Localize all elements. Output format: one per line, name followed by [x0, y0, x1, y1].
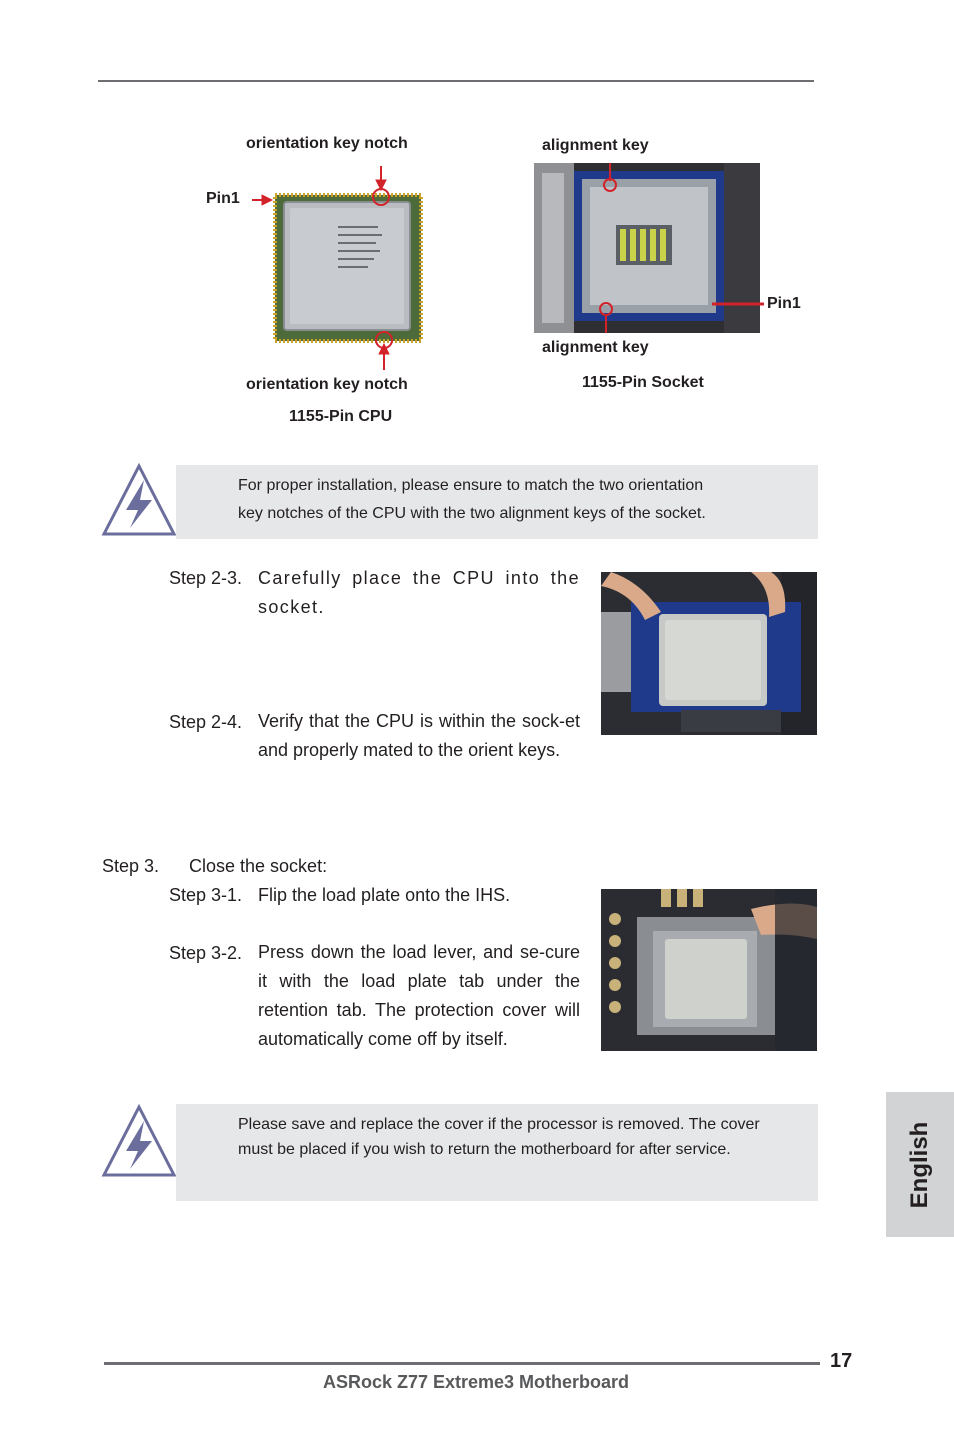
language-tab-label: English: [906, 1121, 933, 1208]
socket-key-top-label: alignment key: [542, 137, 649, 154]
step-2-4-text: Verify that the CPU is within the sock-et and properly mated to the orient keys.: [258, 711, 580, 760]
step-3-1-text: Flip the load plate onto the IHS.: [258, 885, 511, 905]
note1-line2: key notches of the CPU with the two alignment keys of the socket.: [238, 505, 706, 522]
footer-rule: [104, 1362, 820, 1365]
note1-line1: For proper installation, please ensure to match the two orientation: [238, 477, 704, 494]
socket-pin1-label: Pin1: [767, 295, 801, 312]
step-2-3-text: Carefully place the CPU into the socket.: [258, 568, 580, 617]
warning-icon: [100, 1103, 178, 1179]
note-box-cover: [176, 1104, 818, 1201]
step-3-2-label: Step 3-2.: [169, 943, 243, 963]
socket-diagram: [534, 163, 766, 333]
socket-caption: 1155-Pin Socket: [582, 374, 704, 391]
note2-text: Please save and replace the cover if the processor is removed. The cover must be placed if you wish to return the motherboard for after service.: [238, 1116, 760, 1158]
step-3-label: Step 3.: [102, 856, 160, 876]
cpu-pin1-label: Pin1: [206, 190, 240, 207]
step-2-4-label: Step 2-4.: [169, 712, 243, 732]
header-rule: [98, 80, 814, 82]
footer-title: ASRock Z77 Extreme3 Motherboard: [322, 1372, 630, 1392]
cpu-diagram: [248, 160, 438, 380]
socket-key-bottom-label: alignment key: [542, 339, 649, 356]
photo-close-socket: [601, 889, 817, 1051]
photo-cpu-placement: [601, 572, 817, 735]
cpu-caption: 1155-Pin CPU: [289, 408, 393, 425]
page-number: 17: [830, 1350, 853, 1372]
warning-icon: [100, 462, 178, 538]
step-3-1-label: Step 3-1.: [169, 885, 243, 905]
step-2-3-label: Step 2-3.: [169, 568, 243, 588]
language-tab: [886, 1092, 954, 1237]
step-3-2-text: Press down the load lever, and se-cure it with the load plate tab under the retention tab. The protection cover will automatically come off by itself.: [258, 942, 580, 1049]
step-3-text: Close the socket:: [189, 856, 328, 876]
cpu-notch-top-label: orientation key notch: [246, 135, 408, 152]
cpu-notch-bottom-label: orientation key notch: [246, 376, 408, 393]
note-box-installation: [176, 465, 818, 539]
